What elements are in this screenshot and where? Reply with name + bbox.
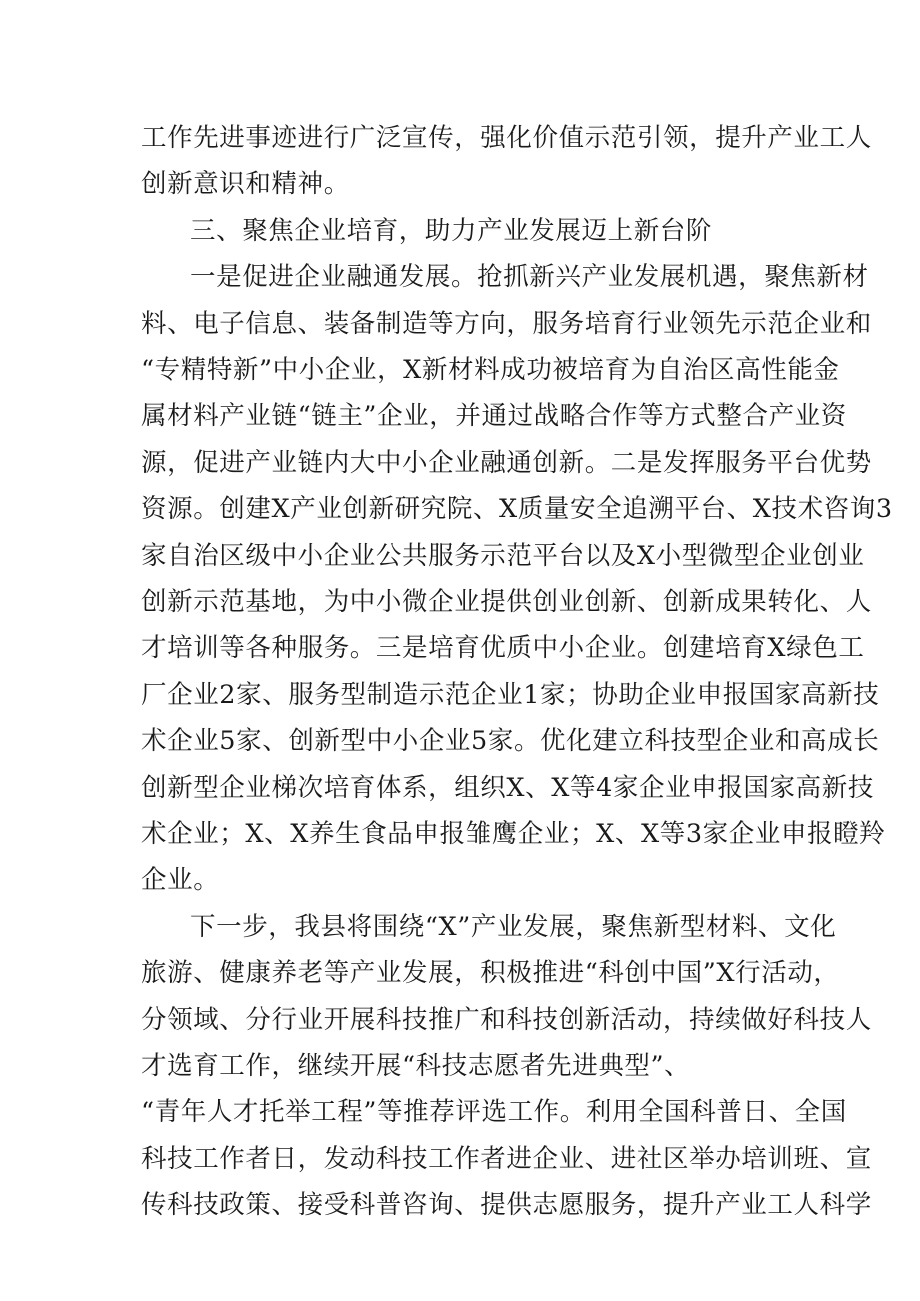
text-line: 创新意识和精神。 <box>141 169 350 200</box>
text-line: 三、聚焦企业培育，助力产业发展迈上新台阶 <box>190 215 713 246</box>
text-line: 料、电子信息、装备制造等方向，服务培育行业领先示范企业和 <box>141 308 872 339</box>
text-line: 术企业；X、X养生食品申报雏鹰企业；X、X等3家企业申报瞪羚 <box>141 819 886 849</box>
text-line: 创新型企业梯次培育体系，组织X、X等4家企业申报国家高新技 <box>141 772 874 803</box>
text-line: 企业。 <box>141 865 220 896</box>
text-line: 分领域、分行业开展科技推广和科技创新活动，持续做好科技人 <box>141 1004 872 1035</box>
text-line: 家自治区级中小企业公共服务示范平台以及X小型微型企业创业 <box>141 540 865 571</box>
text-line: 术企业5家、创新型中小企业5家。优化建立科技型企业和高成长 <box>141 726 880 757</box>
text-line: 资源。创建X产业创新研究院、X质量安全追溯平台、X技术咨询3 <box>141 494 893 525</box>
text-line: 工作先进事迹进行广泛宣传，强化价值示范引领，提升产业工人 <box>141 123 872 153</box>
text-line: 源，促进产业链内大中小企业融通创新。二是发挥服务平台优势 <box>141 447 872 478</box>
text-line: 科技工作者日，发动科技工作者进企业、进社区举办培训班、宣 <box>141 1143 872 1174</box>
text-line: 创新示范基地，为中小微企业提供创业创新、创新成果转化、人 <box>141 587 872 617</box>
text-line: 旅游、健康养老等产业发展，积极推进“科创中国”X行活动， <box>141 958 840 989</box>
text-line: “青年人才托举工程”等推荐评选工作。利用全国科普日、全国 <box>141 1097 847 1128</box>
text-line: 厂企业2家、服务型制造示范企业1家；协助企业申报国家高新技 <box>141 679 880 710</box>
text-line: “专精特新”中小企业，X新材料成功被培育为自治区高性能金 <box>141 355 840 385</box>
text-line: 传科技政策、接受科普咨询、提供志愿服务，提升产业工人科学 <box>141 1190 872 1221</box>
text-line: 才培训等各种服务。三是培育优质中小企业。创建培育X绿色工 <box>141 633 865 664</box>
text-line: 才选育工作，继续开展“科技志愿者先进典型”、 <box>141 1051 691 1081</box>
text-line: 一是促进企业融通发展。抢抓新兴产业发展机遇，聚焦新材 <box>190 262 869 293</box>
text-line: 属材料产业链“链主”企业，并通过战略合作等方式整合产业资 <box>141 401 847 432</box>
text-line: 下一步，我县将围绕“X”产业发展，聚焦新型材料、文化 <box>190 911 837 942</box>
